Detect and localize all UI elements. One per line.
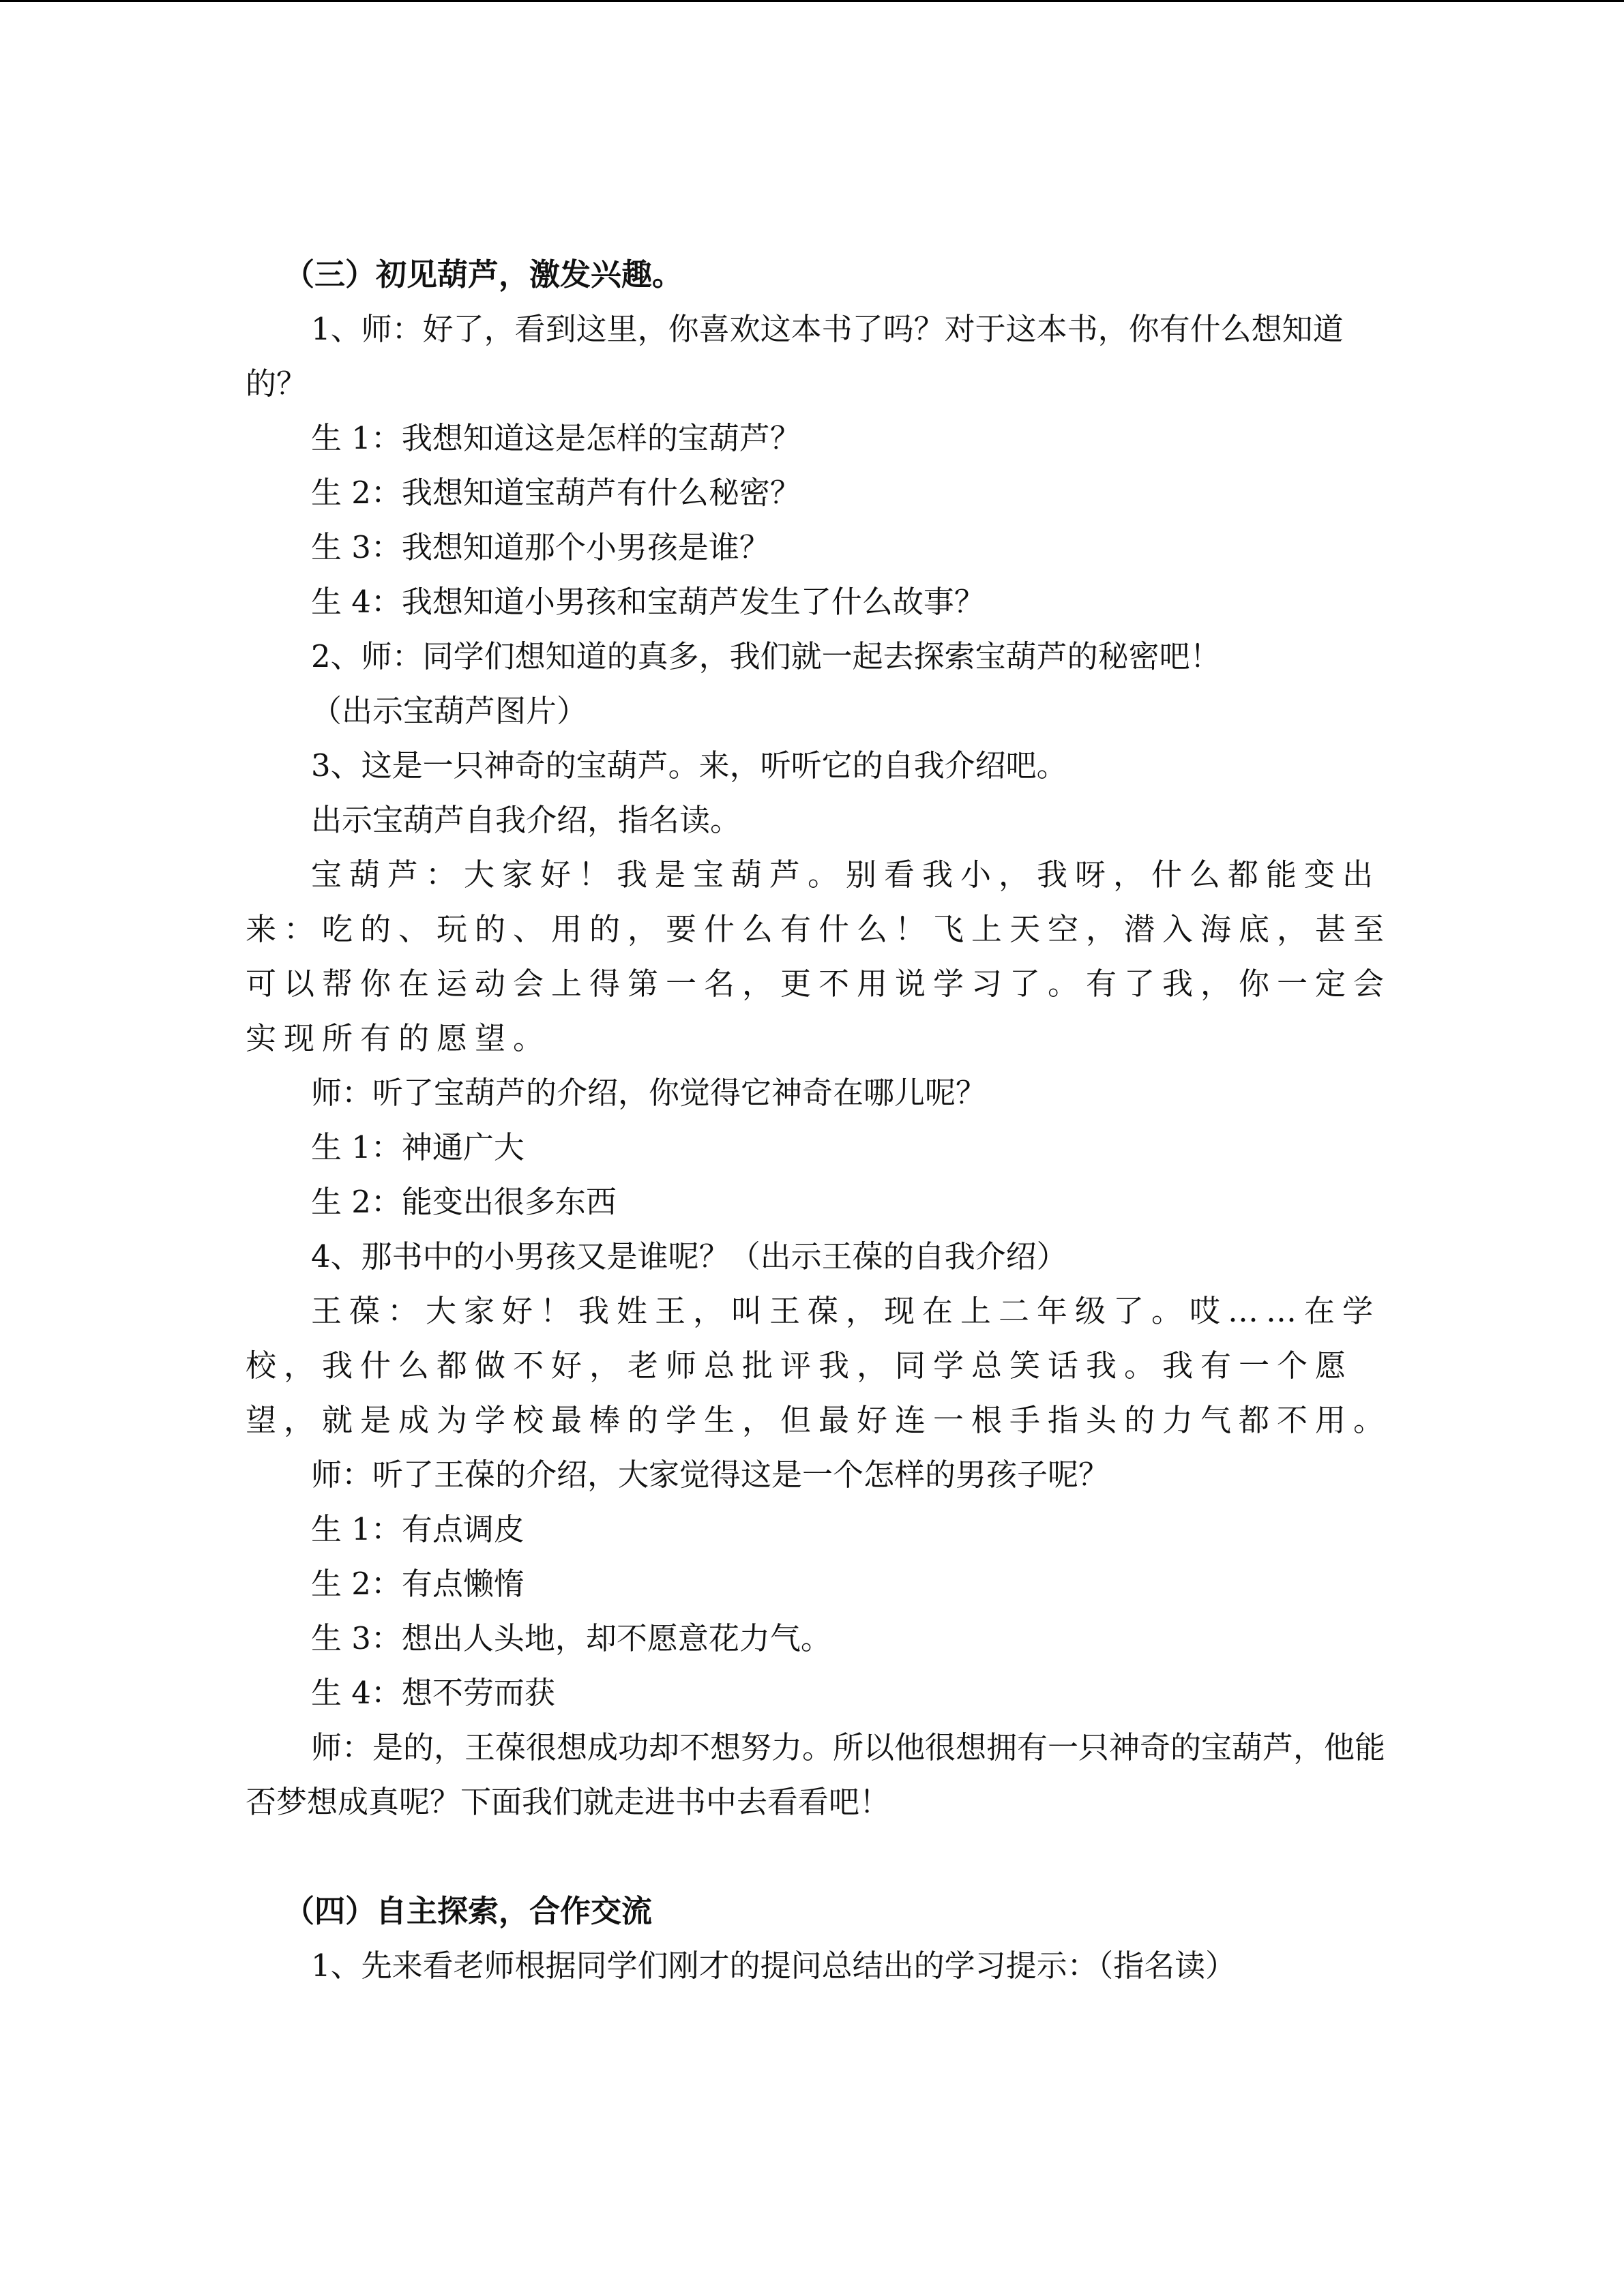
paragraph: 生 1：有点调皮 [311,1511,525,1547]
paragraph: 4、那书中的小男孩又是谁呢？（出示王葆的自我介绍） [311,1238,1067,1274]
quoted-intro-paragraph: 王葆：大家好！我姓王，叫王葆，现在上二年级了。哎……在学校，我什么都做不好，老师总批评我，同学总笑话我。我有一个愿望，就是成为学校最棒的学生，但最好连一根手指头的力气都不用。 [246,1293,1392,1438]
paragraph: 生 4：我想知道小男孩和宝葫芦发生了什么故事？ [311,584,985,620]
paragraph: （出示宝葫芦图片） [311,693,588,729]
paragraph: 1、先来看老师根据同学们刚才的提问总结出的学习提示：（指名读） [311,1948,1237,1984]
paragraph: 生 2：有点懒惰 [311,1566,525,1602]
paragraph: 生 2：能变出很多东西 [311,1184,617,1220]
paragraph: 生 4：想不劳而获 [311,1675,555,1711]
paragraph: 2、师：同学们想知道的真多，我们就一起去探索宝葫芦的秘密吧！ [311,638,1221,674]
paragraph: 生 3：想出人头地，却不愿意花力气。 [311,1620,831,1656]
section-heading: （四）自主探索，合作交流 [284,1893,653,1929]
paragraph: 生 1：我想知道这是怎样的宝葫芦？ [311,420,801,456]
paragraph: 1、师：好了，看到这里，你喜欢这本书了吗？对于这本书，你有什么想知道的？ [246,311,1344,402]
quoted-intro-paragraph: 宝葫芦：大家好！我是宝葫芦。别看我小，我呀，什么都能变出来：吃的、玩的、用的，要什么有什么！飞上天空，潜入海底，甚至可以帮你在运动会上得第一名，更不用说学习了。有了我，你一定会实现所有的愿望。 [246,856,1392,1056]
paragraph: 出示宝葫芦自我介绍，指名读。 [311,802,741,838]
document-page [246,248,1391,1993]
paragraph: 生 3：我想知道那个小男孩是谁？ [311,529,770,565]
paragraph: 3、这是一只神奇的宝葫芦。来，听听它的自我介绍吧。 [311,747,1067,784]
paragraph: 师：听了宝葫芦的介绍，你觉得它神奇在哪儿呢？ [311,1075,987,1111]
section-spacer [246,1830,1391,1884]
paragraph: 生 2：我想知道宝葫芦有什么秘密？ [311,475,801,511]
section-heading: （三）初见葫芦，激发兴趣。 [284,256,683,293]
paragraph: 师：是的，王葆很想成功却不想努力。所以他很想拥有一只神奇的宝葫芦，他能否梦想成真呢？下面我们就走进书中去看看吧！ [246,1729,1386,1820]
paragraph: 师：听了王葆的介绍，大家觉得这是一个怎样的男孩子呢？ [311,1457,1110,1493]
paragraph: 生 1：神通广大 [311,1129,525,1165]
